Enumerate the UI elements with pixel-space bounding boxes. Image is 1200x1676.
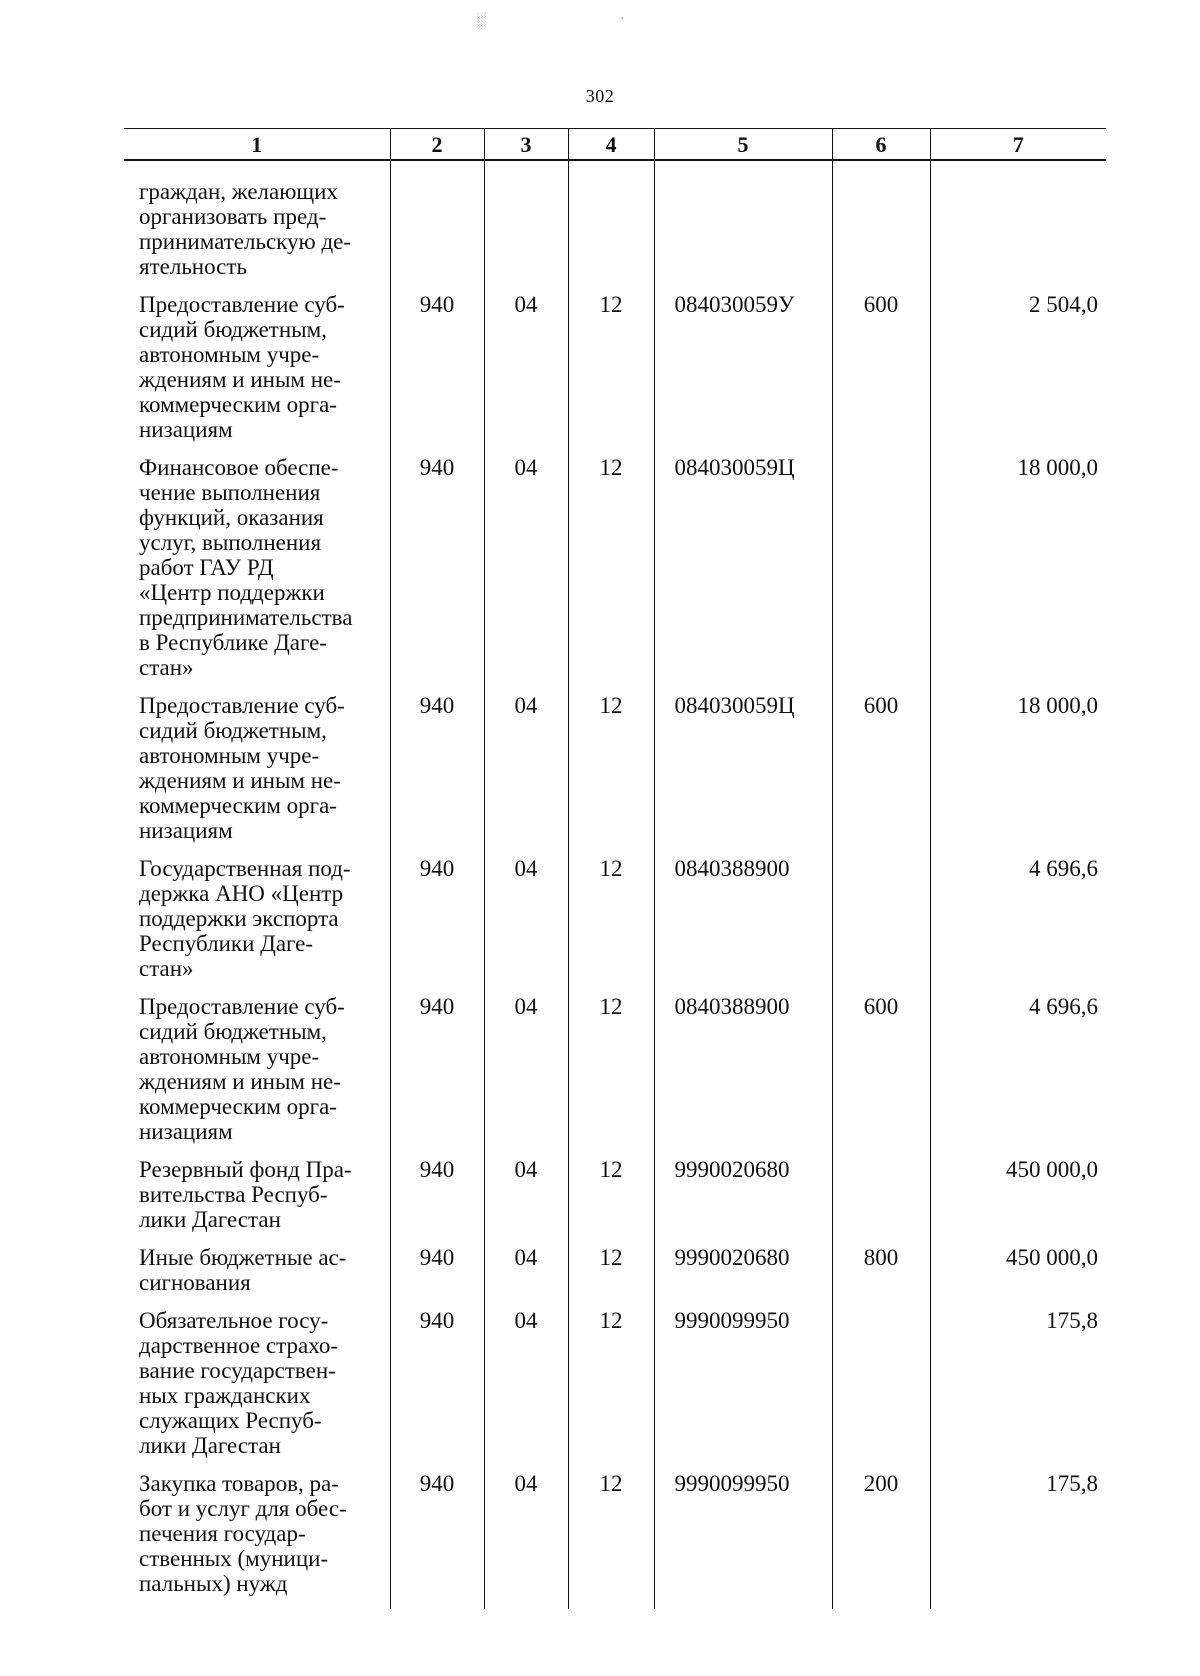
cell-target-article: 084030059Ц	[654, 455, 832, 693]
header-cell-2: 2	[390, 129, 484, 161]
cell-amount: 450 000,0	[930, 1245, 1106, 1308]
cell-expense-type: 200	[832, 1471, 930, 1609]
cell-target-article: 084030059Ц	[654, 693, 832, 856]
cell-section: 04	[484, 1245, 568, 1308]
cell-subsection	[568, 179, 654, 292]
header-cell-1: 1	[124, 129, 390, 161]
cell-section: 04	[484, 1157, 568, 1245]
header-cell-6: 6	[832, 129, 930, 161]
cell-amount: 18 000,0	[930, 455, 1106, 693]
cell-expense-type	[832, 856, 930, 994]
cell-amount: 175,8	[930, 1308, 1106, 1471]
cell-section: 04	[484, 1308, 568, 1471]
table-row	[124, 1308, 1106, 1471]
cell-subsection: 12	[568, 693, 654, 856]
cell-expense-type: 600	[832, 292, 930, 455]
cell-section: 04	[484, 1471, 568, 1609]
page-number: 302	[585, 86, 615, 106]
row-label: Финансовое обеспе- чение выполнения функций, оказания услуг, выполнения работ ГАУ РД «Центр поддержки предпринимательства в Республике Даге- стан»	[139, 455, 353, 680]
cell-amount	[930, 179, 1106, 292]
cell-ministry-code: 940	[390, 856, 484, 994]
cell-amount: 18 000,0	[930, 693, 1106, 856]
cell-amount: 4 696,6	[930, 994, 1106, 1157]
cell-subsection: 12	[568, 1471, 654, 1609]
spacer-row	[124, 160, 1106, 179]
row-label: Государственная под- держка АНО «Центр поддержки экспорта Республики Даге- стан»	[139, 856, 351, 981]
cell-amount: 4 696,6	[930, 856, 1106, 994]
row-label: Предоставление суб- сидий бюджетным, автономным учре- ждениям и иным не- коммерческим орга- низациям	[139, 693, 345, 843]
row-label: Предоставление суб- сидий бюджетным, автономным учре- ждениям и иным не- коммерческим орга- низациям	[139, 994, 345, 1144]
cell-ministry-code: 940	[390, 994, 484, 1157]
cell-target-article: 0840388900	[654, 856, 832, 994]
cell-section: 04	[484, 856, 568, 994]
table-row	[124, 179, 1106, 292]
table-row	[124, 1157, 1106, 1245]
cell-ministry-code: 940	[390, 1157, 484, 1245]
cell-target-article: 9990020680	[654, 1245, 832, 1308]
cell-ministry-code: 940	[390, 292, 484, 455]
table-row	[124, 994, 1106, 1157]
table-body	[124, 160, 1106, 1609]
cell-section: 04	[484, 292, 568, 455]
header-cell-4: 4	[568, 129, 654, 161]
table-row	[124, 693, 1106, 856]
cell-ministry-code: 940	[390, 455, 484, 693]
cell-ministry-code	[390, 179, 484, 292]
row-label: Предоставление суб- сидий бюджетным, автономным учре- ждениям и иным не- коммерческим орга- низациям	[139, 292, 345, 442]
cell-expense-type: 600	[832, 693, 930, 856]
table-row	[124, 856, 1106, 994]
scan-noise: ░	[476, 14, 486, 29]
cell-expense-type	[832, 455, 930, 693]
cell-section: 04	[484, 693, 568, 856]
table-row	[124, 455, 1106, 693]
cell-expense-type: 800	[832, 1245, 930, 1308]
cell-target-article: 0840388900	[654, 994, 832, 1157]
header-cell-7: 7	[930, 129, 1106, 161]
cell-subsection: 12	[568, 1308, 654, 1471]
cell-ministry-code: 940	[390, 1245, 484, 1308]
cell-subsection: 12	[568, 856, 654, 994]
cell-section: 04	[484, 994, 568, 1157]
cell-expense-type	[832, 1157, 930, 1245]
header-cell-5: 5	[654, 129, 832, 161]
row-label: Иные бюджетные ас- сигнования	[139, 1245, 347, 1295]
table	[124, 128, 1106, 1609]
cell-target-article: 9990099950	[654, 1471, 832, 1609]
cell-subsection: 12	[568, 455, 654, 693]
cell-expense-type: 600	[832, 994, 930, 1157]
cell-ministry-code: 940	[390, 693, 484, 856]
cell-subsection: 12	[568, 292, 654, 455]
budget-table	[124, 128, 1106, 1609]
cell-target-article: 9990020680	[654, 1157, 832, 1245]
table-row	[124, 292, 1106, 455]
cell-subsection: 12	[568, 1157, 654, 1245]
row-label: Резервный фонд Пра- вительства Респуб- лики Дагестан	[139, 1157, 352, 1232]
table-row	[124, 1245, 1106, 1308]
row-label: Закупка товаров, ра- бот и услуг для обес- печения государ- ственных (муници- пальных) нужд	[139, 1471, 347, 1596]
cell-subsection: 12	[568, 1245, 654, 1308]
cell-amount: 2 504,0	[930, 292, 1106, 455]
cell-subsection: 12	[568, 994, 654, 1157]
cell-amount: 175,8	[930, 1471, 1106, 1609]
row-label: граждан, желающих организовать пред- принимательскую де- ятельность	[139, 179, 352, 279]
cell-target-article: 084030059У	[654, 292, 832, 455]
scan-noise: ·	[620, 12, 625, 27]
cell-ministry-code: 940	[390, 1308, 484, 1471]
cell-target-article	[654, 179, 832, 292]
cell-expense-type	[832, 1308, 930, 1471]
cell-section: 04	[484, 455, 568, 693]
row-label: Обязательное госу- дарственное страхо- вание государствен- ных гражданских служащих Респуб- лики Дагестан	[139, 1308, 338, 1458]
table-row	[124, 1471, 1106, 1609]
cell-amount: 450 000,0	[930, 1157, 1106, 1245]
header-cell-3: 3	[484, 129, 568, 161]
cell-section	[484, 179, 568, 292]
cell-ministry-code: 940	[390, 1471, 484, 1609]
cell-target-article: 9990099950	[654, 1308, 832, 1471]
cell-expense-type	[832, 179, 930, 292]
header-row	[124, 129, 1106, 161]
